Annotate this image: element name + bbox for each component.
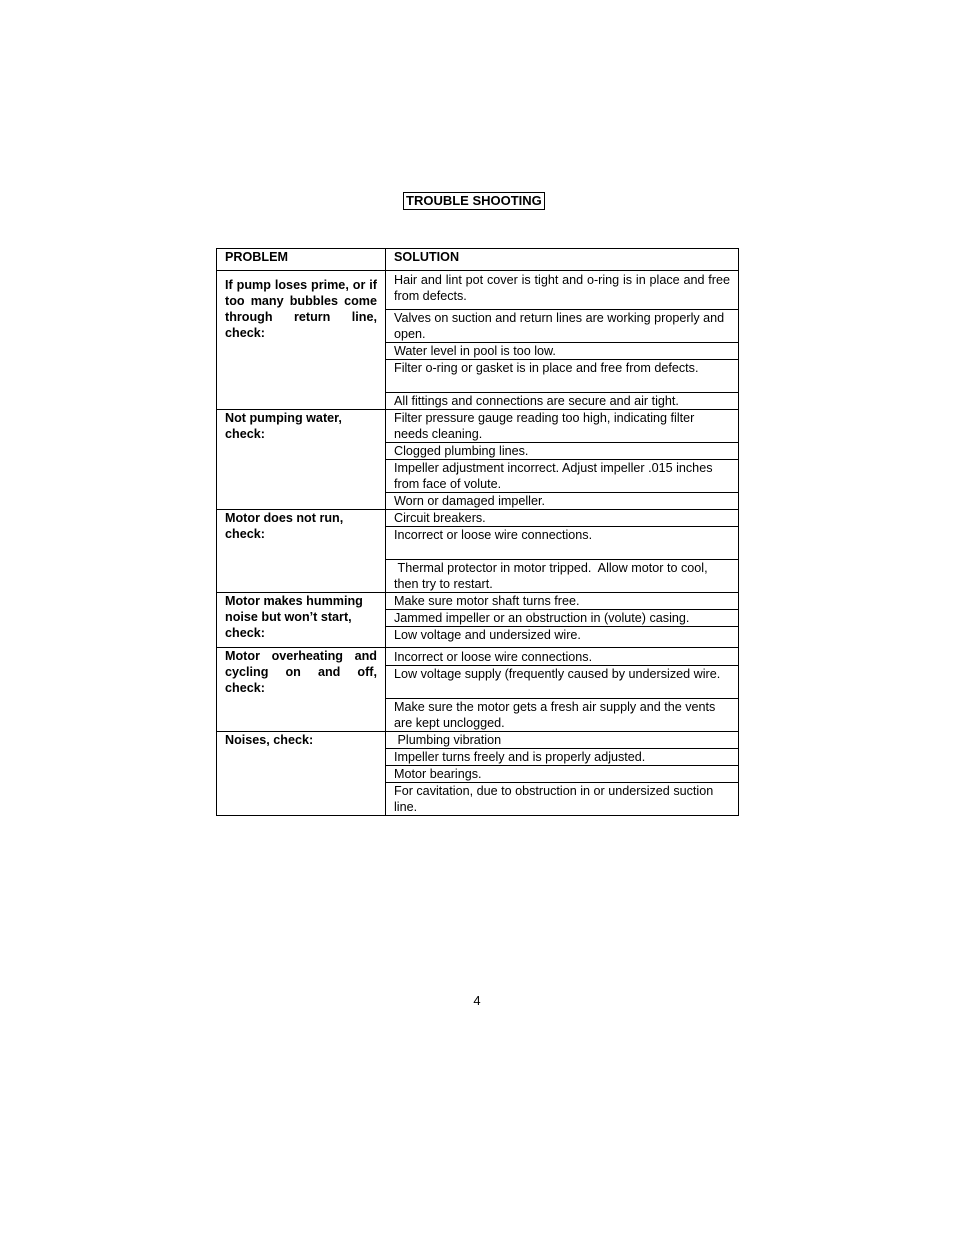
page-number: 4 xyxy=(473,993,481,1008)
problem-cell: Motor does not run, check: xyxy=(217,510,386,593)
solution-cell: Make sure motor shaft turns free. xyxy=(386,593,739,610)
solution-cell: Impeller adjustment incorrect. Adjust impeller .015 inches from face of volute. xyxy=(386,460,739,493)
problem-cell: Motor makes humming noise but won’t start, check: xyxy=(217,593,386,648)
solution-cell: Low voltage and undersized wire. xyxy=(386,627,739,648)
solution-cell: Filter pressure gauge reading too high, indicating filter needs cleaning. xyxy=(386,410,739,443)
solution-cell: Low voltage supply (frequently caused by undersized wire. xyxy=(386,666,739,699)
solution-cell: Circuit breakers. xyxy=(386,510,739,527)
solution-cell: Impeller turns freely and is properly adjusted. xyxy=(386,749,739,766)
solution-cell: Incorrect or loose wire connections. xyxy=(386,527,739,560)
solution-cell: Valves on suction and return lines are working properly and open. xyxy=(386,310,739,343)
troubleshooting-table xyxy=(216,248,739,816)
problem-column-header: PROBLEM xyxy=(217,249,386,271)
table-row xyxy=(217,732,739,749)
solution-cell: Thermal protector in motor tripped. Allow motor to cool, then try to restart. xyxy=(386,560,739,593)
solution-cell: Water level in pool is too low. xyxy=(386,343,739,360)
solution-cell: Clogged plumbing lines. xyxy=(386,443,739,460)
solution-cell: Plumbing vibration xyxy=(386,732,739,749)
page-title: TROUBLE SHOOTING xyxy=(403,192,545,210)
solution-cell: Jammed impeller or an obstruction in (volute) casing. xyxy=(386,610,739,627)
solution-column-header: SOLUTION xyxy=(386,249,739,271)
table-row xyxy=(217,593,739,610)
table-row xyxy=(217,510,739,527)
solution-cell: Hair and lint pot cover is tight and o-ring is in place and free from defects. xyxy=(386,271,739,310)
table-row xyxy=(217,271,739,310)
problem-cell: Not pumping water, check: xyxy=(217,410,386,510)
solution-cell: Motor bearings. xyxy=(386,766,739,783)
solution-cell: For cavitation, due to obstruction in or undersized suction line. xyxy=(386,783,739,816)
table-row xyxy=(217,648,739,666)
solution-cell: Make sure the motor gets a fresh air supply and the vents are kept unclogged. xyxy=(386,699,739,732)
problem-cell: If pump loses prime, or if too many bubbles come through return line, check: xyxy=(217,271,386,410)
solution-cell: Incorrect or loose wire connections. xyxy=(386,648,739,666)
problem-cell: Noises, check: xyxy=(217,732,386,816)
problem-cell: Motor overheating and cycling on and off, check: xyxy=(217,648,386,732)
solution-cell: Worn or damaged impeller. xyxy=(386,493,739,510)
table-row xyxy=(217,410,739,443)
table-header-row xyxy=(217,249,739,271)
solution-cell: All fittings and connections are secure and air tight. xyxy=(386,393,739,410)
solution-cell: Filter o-ring or gasket is in place and free from defects. xyxy=(386,360,739,393)
